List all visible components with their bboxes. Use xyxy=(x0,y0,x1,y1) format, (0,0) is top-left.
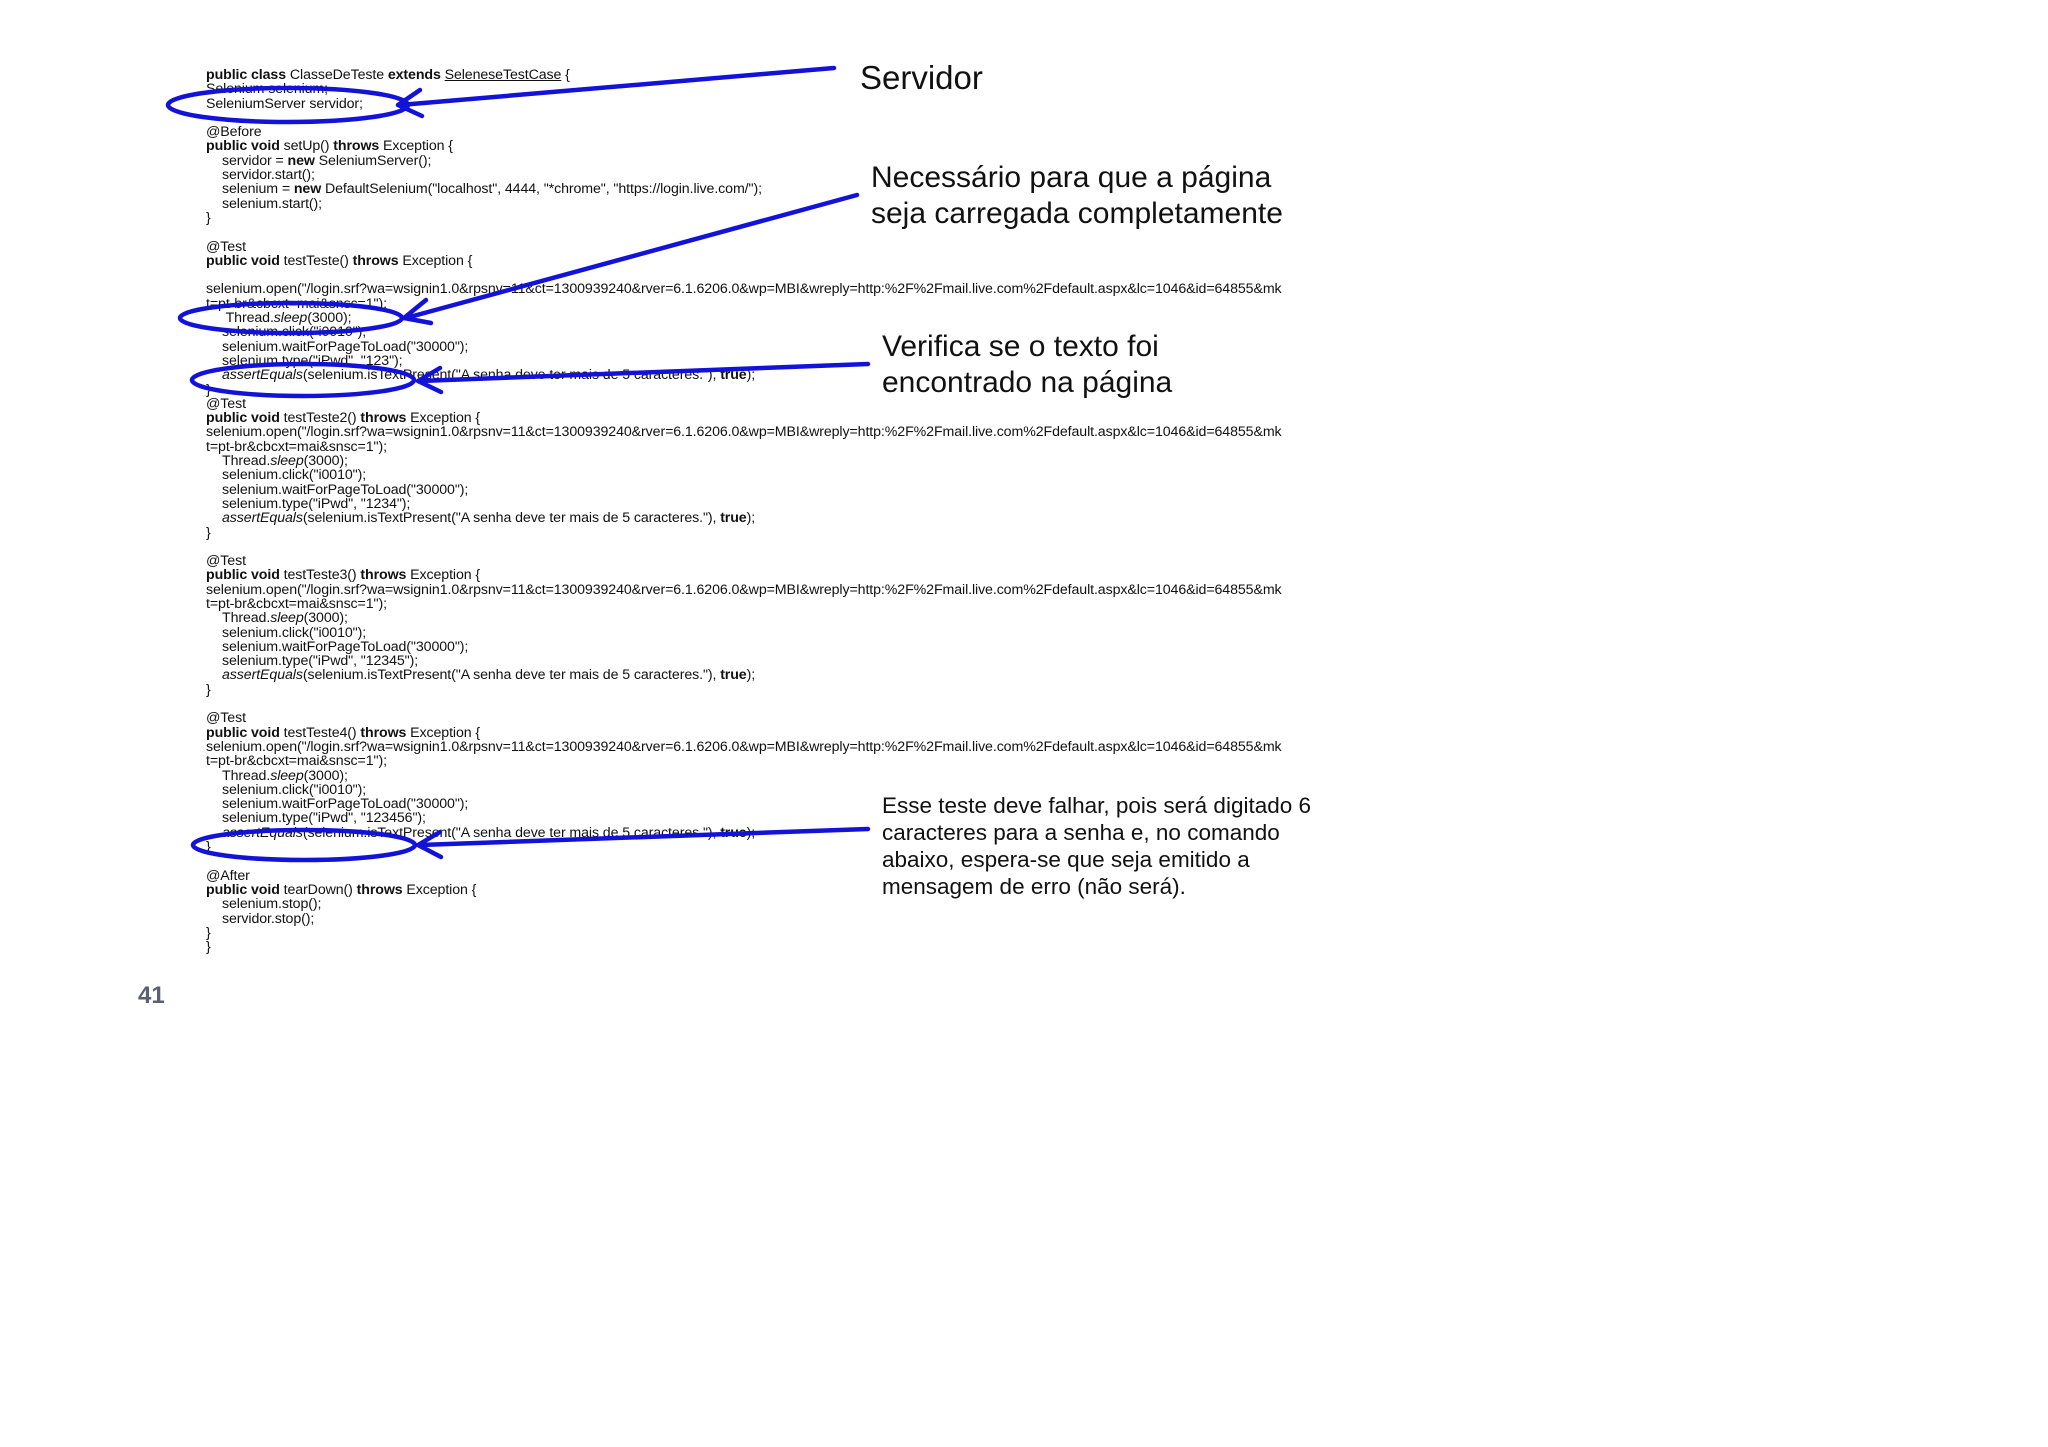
code-text: DefaultSelenium("localhost", 4444, "*chrome", "https://login.live.com/"); xyxy=(321,181,762,198)
code-text: selenium.open("/login.srf?wa=wsignin1.0&rpsnv=11&ct=1300939240&rver=6.1.6206.0&wp=MBI&wreply=http:%2F%2Fmail.live.com%2Fdefault.aspx&lc=1046&id=64855&mk xyxy=(206,424,1282,441)
code-keyword: throws xyxy=(360,567,407,584)
code-text: selenium.click("i0010"); xyxy=(222,624,367,641)
code-text: setUp() xyxy=(279,138,334,155)
code-keyword: throws xyxy=(360,724,407,741)
code-text: @Test xyxy=(206,710,246,727)
code-text: Exception { xyxy=(398,252,473,269)
code-static-call: sleep xyxy=(270,453,304,470)
highlight-ellipse-assert-4 xyxy=(193,830,415,860)
code-text: selenium.type("iPwd", "1234"); xyxy=(222,495,411,512)
code-text: selenium.type("iPwd", "123"); xyxy=(222,352,403,369)
code-text: Exception { xyxy=(406,410,481,427)
code-text: selenium.open("/login.srf?wa=wsignin1.0&rpsnv=11&ct=1300939240&rver=6.1.6206.0&wp=MBI&wreply=http:%2F%2Fmail.live.com%2Fdefault.aspx&lc=1046&id=64855&mk xyxy=(206,581,1282,598)
code-static-call: assertEquals xyxy=(222,824,303,841)
code-keyword: throws xyxy=(333,138,380,155)
code-text: SeleneseTestCase xyxy=(444,67,562,83)
code-text: @Test xyxy=(206,553,246,570)
code-text: servidor.stop(); xyxy=(222,910,315,927)
highlight-ellipse-assert-1 xyxy=(192,364,414,396)
code-keyword: public void xyxy=(206,724,280,741)
code-text: selenium.type("iPwd", "12345"); xyxy=(222,653,419,670)
code-keyword: public void xyxy=(206,881,280,898)
code-static-call: assertEquals xyxy=(222,510,303,527)
code-keyword: true xyxy=(720,667,747,684)
code-text: selenium.waitForPageToLoad("30000"); xyxy=(222,638,469,655)
code-text: Thread. xyxy=(222,310,274,327)
callout-line: Verifica se o texto foi xyxy=(882,330,1159,363)
code-text: Thread. xyxy=(222,610,271,627)
code-text: testTeste() xyxy=(279,252,353,269)
callout-line: abaixo, espera-se que seja emitido a xyxy=(882,847,1250,872)
code-text: t=pt-br&cbcxt=mai&snsc=1"); xyxy=(206,295,387,312)
code-text: selenium.waitForPageToLoad("30000"); xyxy=(222,796,469,813)
code-text: } xyxy=(206,681,211,698)
code-text: @Test xyxy=(206,238,246,255)
code-text: ); xyxy=(746,667,756,684)
code-text: SeleniumServer servidor; xyxy=(206,95,363,112)
code-text: selenium.start(); xyxy=(222,195,323,212)
code-text: selenium = xyxy=(222,181,294,198)
code-text: selenium.click("i0010"); xyxy=(222,781,367,798)
callout-line: Servidor xyxy=(860,59,983,96)
code-text: selenium.click("i0010"); xyxy=(222,324,367,341)
code-static-call: assertEquals xyxy=(222,667,303,684)
code-text: testTeste3() xyxy=(279,567,361,584)
code-text: (selenium.isTextPresent("A senha deve ter mais de 5 caracteres."), xyxy=(302,367,721,384)
code-text: { xyxy=(561,67,570,83)
code-text: ClasseDeTeste xyxy=(286,67,388,83)
code-text: ); xyxy=(746,510,756,527)
code-keyword: true xyxy=(720,510,747,527)
page-number: 41 xyxy=(138,982,165,1009)
arrow-test-should-fail xyxy=(420,829,868,845)
code-text: selenium.type("iPwd", "123456"); xyxy=(222,810,426,827)
code-text: Thread. xyxy=(222,453,271,470)
callout-line: encontrado na página xyxy=(882,366,1173,399)
code-text: (3000); xyxy=(303,610,348,627)
code-text: (selenium.isTextPresent("A senha deve ter mais de 5 caracteres."), xyxy=(302,824,721,841)
code-text: selenium.stop(); xyxy=(222,896,322,913)
code-keyword: public void xyxy=(206,252,280,269)
code-text: testTeste4() xyxy=(279,724,361,741)
code-text: selenium.waitForPageToLoad("30000"); xyxy=(222,338,469,355)
code-keyword: public void xyxy=(206,410,280,427)
arrow-page-load xyxy=(406,195,857,318)
code-text: } xyxy=(206,524,211,541)
code-text: selenium.waitForPageToLoad("30000"); xyxy=(222,481,469,498)
code-keyword: throws xyxy=(352,252,399,269)
code-keyword: extends xyxy=(387,67,441,83)
highlight-ellipse-sleep xyxy=(180,303,402,333)
code-keyword: new xyxy=(287,152,315,169)
code-static-call: sleep xyxy=(270,610,304,627)
code-static-call: assertEquals xyxy=(222,367,303,384)
code-text: Exception { xyxy=(406,567,481,584)
code-text: Exception { xyxy=(406,724,481,741)
code-text: (3000); xyxy=(303,767,348,784)
code-static-call: sleep xyxy=(273,310,308,327)
code-text: (3000); xyxy=(303,453,348,470)
code-text: (selenium.isTextPresent("A senha deve ter mais de 5 caracteres."), xyxy=(302,667,721,684)
code-text: Thread. xyxy=(222,767,271,784)
code-text: servidor = xyxy=(222,152,288,169)
code-text: ); xyxy=(746,824,756,841)
callout-line: mensagem de erro (não será). xyxy=(882,874,1186,899)
code-text: } xyxy=(206,209,211,226)
code-text: t=pt-br&cbcxt=mai&snsc=1"); xyxy=(206,438,387,455)
code-keyword: public void xyxy=(206,567,280,584)
code-text: @After xyxy=(206,867,250,884)
code-text: t=pt-br&cbcxt=mai&snsc=1"); xyxy=(206,595,387,612)
code-keyword: new xyxy=(293,181,322,198)
code-keyword: throws xyxy=(360,410,407,427)
code-text: tearDown() xyxy=(279,881,357,898)
code-text: @Before xyxy=(206,124,262,141)
code-text: (selenium.isTextPresent("A senha deve ter mais de 5 caracteres."), xyxy=(302,510,721,527)
code-text: SeleniumServer(); xyxy=(314,152,432,169)
code-text: servidor.start(); xyxy=(222,167,315,184)
callout-line: caracteres para a senha e, no comando xyxy=(882,820,1280,845)
code-text: selenium.click("i0010"); xyxy=(222,467,367,484)
code-text: @Test xyxy=(206,395,246,412)
code-text: ); xyxy=(746,367,756,384)
code-text: (3000); xyxy=(307,310,352,327)
code-text: } xyxy=(206,939,211,956)
code-text: selenium.open("/login.srf?wa=wsignin1.0&rpsnv=11&ct=1300939240&rver=6.1.6206.0&wp=MBI&wreply=http:%2F%2Fmail.live.com%2Fdefault.aspx&lc=1046&id=64855&mk xyxy=(206,738,1282,755)
code-text: } xyxy=(206,924,211,941)
highlight-ellipse-servidor xyxy=(168,88,408,122)
code-text: Exception { xyxy=(402,881,477,898)
code-text: selenium.open("/login.srf?wa=wsignin1.0&rpsnv=11&ct=1300939240&rver=6.1.6206.0&wp=MBI&wreply=http:%2F%2Fmail.live.com%2Fdefault.aspx&lc=1046&id=64855&mk xyxy=(206,281,1282,298)
callout-line: Necessário para que a página xyxy=(871,161,1272,194)
code-text: } xyxy=(206,381,211,398)
code-keyword: true xyxy=(720,824,747,841)
arrow-text-check xyxy=(420,364,868,384)
code-text: t=pt-br&cbcxt=mai&snsc=1"); xyxy=(206,753,387,770)
code-keyword: public void xyxy=(206,138,280,155)
callout-line: seja carregada completamente xyxy=(871,197,1283,230)
code-keyword: public class xyxy=(206,67,287,83)
callout-line: Esse teste deve falhar, pois será digitado 6 xyxy=(882,793,1312,818)
code-text: testTeste2() xyxy=(279,410,361,427)
code-keyword: true xyxy=(720,367,747,384)
code-keyword: throws xyxy=(356,881,403,898)
code-static-call: sleep xyxy=(270,767,304,784)
arrow-servidor xyxy=(400,68,834,105)
code-text: } xyxy=(206,839,211,856)
code-text: Selenium selenium; xyxy=(206,81,329,98)
code-text: Exception { xyxy=(379,138,453,155)
